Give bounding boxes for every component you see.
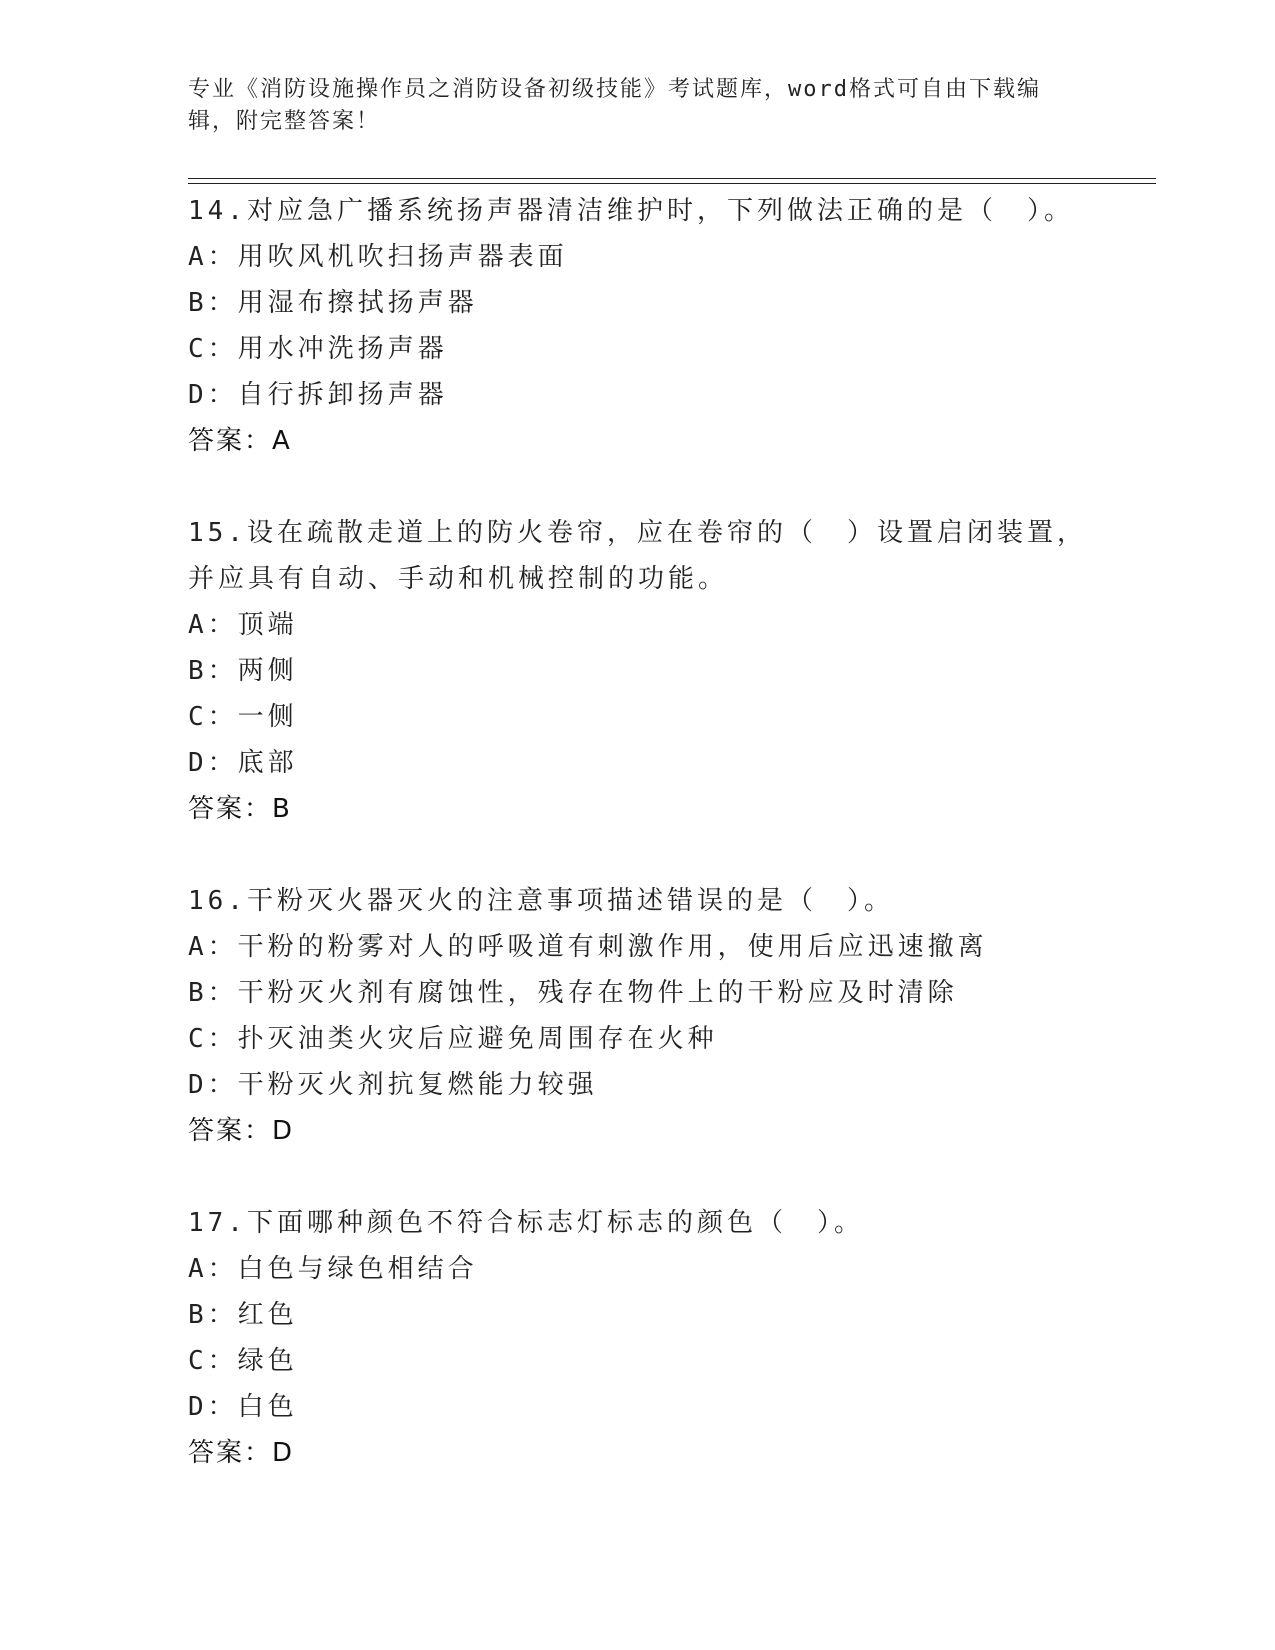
answer-label: 答案：D	[188, 1438, 295, 1468]
option-d: D：干粉灭火剂抗复燃能力较强	[188, 1070, 598, 1100]
question-stem: 17.下面哪种颜色不符合标志灯标志的颜色（ ）。	[188, 1208, 864, 1238]
option-c: C：一侧	[188, 702, 298, 732]
question-17	[188, 1200, 1088, 1476]
answer-label: 答案：B	[188, 794, 292, 824]
option-d: D：白色	[188, 1392, 298, 1422]
question-14	[188, 188, 1088, 464]
option-b: B：两侧	[188, 656, 298, 686]
question-16	[188, 878, 1088, 1154]
header-divider-bottom	[188, 183, 1156, 184]
option-c: C：用水冲洗扬声器	[188, 334, 448, 364]
option-b: B：用湿布擦拭扬声器	[188, 288, 478, 318]
answer-label: 答案：D	[188, 1116, 295, 1146]
question-stem: 16.干粉灭火器灭火的注意事项描述错误的是（ ）。	[188, 886, 894, 916]
option-b: B：干粉灭火剂有腐蚀性，残存在物件上的干粉应及时清除	[188, 978, 958, 1008]
option-a: A：白色与绿色相结合	[188, 1254, 478, 1284]
option-d: D：自行拆卸扬声器	[188, 380, 448, 410]
option-a: A：顶端	[188, 610, 298, 640]
option-a: A：干粉的粉雾对人的呼吸道有刺激作用，使用后应迅速撤离	[188, 932, 988, 962]
question-list	[188, 188, 1088, 1476]
header-divider-top	[188, 178, 1156, 179]
option-a: A：用吹风机吹扫扬声器表面	[188, 242, 568, 272]
option-d: D：底部	[188, 748, 298, 778]
answer-label: 答案：A	[188, 426, 292, 456]
question-stem: 14.对应急广播系统扬声器清洁维护时，下列做法正确的是（ ）。	[188, 196, 1074, 226]
option-b: B：红色	[188, 1300, 298, 1330]
option-c: C：扑灭油类火灾后应避免周围存在火种	[188, 1024, 718, 1054]
document-header: 专业《消防设施操作员之消防设备初级技能》考试题库，word格式可自由下载编辑，附完整答案！	[188, 77, 1041, 134]
option-c: C：绿色	[188, 1346, 298, 1376]
question-15	[188, 510, 1088, 832]
question-stem: 15.设在疏散走道上的防火卷帘，应在卷帘的（ ）设置启闭装置，并应具有自动、手动和机械控制的功能。	[188, 518, 1087, 594]
